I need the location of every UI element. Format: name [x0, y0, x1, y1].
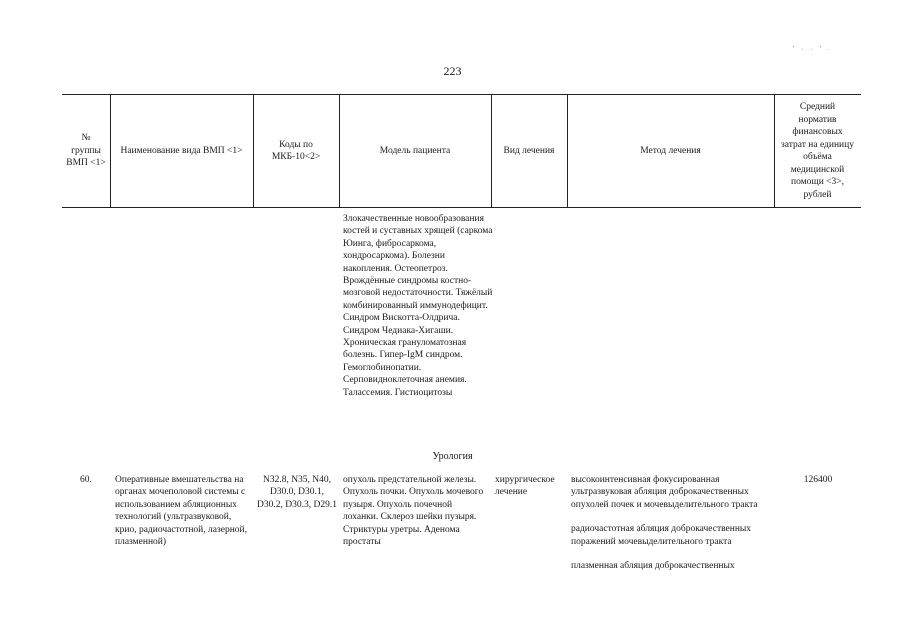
vmp-name-cell: Оперативные вмешательства на органах мочеполовой системы с использованием абляционных технологий (ультразвуковой, крио, радиочастотной, лазерной, плазменной) [115, 475, 247, 548]
patient-model-cell: опухоль предстательной железы. Опухоль почки. Опухоль мочевого пузыря. Опухоль почечной лоханки. Склероз шейки пузыря. Стриктуры уретры. Аденома простаты [343, 475, 484, 548]
header-vmp-name: Наименование вида ВМП <1> [120, 145, 243, 156]
icd-codes-cell: N32.8, N35, N40, D30.0, D30.1, D30.2, D30.3, D29.1 [257, 475, 337, 510]
section-title: Урология [432, 451, 473, 462]
header-average-cost: Средний норматив финансовых затрат на единицу объёма медицинской помощи <3>, рублей [781, 102, 854, 200]
header-group-number: № группы ВМП <1> [66, 133, 106, 169]
method-item: высокоинтенсивная фокусированная ультразвуковая абляция доброкачественных опухолей почек и мочевыделительного тракта [571, 475, 758, 510]
average-cost-cell: 126400 [803, 475, 833, 485]
header-patient-model: Модель пациента [379, 145, 451, 156]
header-treatment-method: Метод лечения [640, 145, 701, 156]
page-number: 223 [443, 64, 462, 78]
treatment-method-cell [571, 474, 771, 572]
continued-patient-model: Злокачественные новообразования костей и суставных хрящей (саркома Юинга, фибросаркома, хондросаркома). Болезни накопления. Остеопетроз. Врождённые синдромы костно-мозговой недостаточности. Тяжёлый комбинированный иммунодефицит. Синдром Вискотта-Олдрича. Синдром Чедиака-Хигаши. Хроническая грануломатозная болезнь. Гипер-IgM синдром. Гемоглобинопатии. Серповидноклеточная анемия. Талассемия. Гистиоцитозы [343, 214, 493, 398]
group-number-cell: 60. [80, 475, 92, 485]
method-item: радиочастотная абляция доброкачественных поражений мочевыделительного тракта [571, 524, 752, 547]
table-header-bottom-rule [62, 207, 861, 208]
treatment-type-cell: хирургическое лечение [495, 475, 555, 498]
header-icd-codes: Коды по МКБ-10<2> [271, 139, 321, 162]
corner-scan-mark: ' . . ' . [793, 46, 833, 52]
method-item: плазменная абляция доброкачественных [571, 561, 735, 572]
header-treatment-type: Вид лечения [503, 145, 555, 156]
